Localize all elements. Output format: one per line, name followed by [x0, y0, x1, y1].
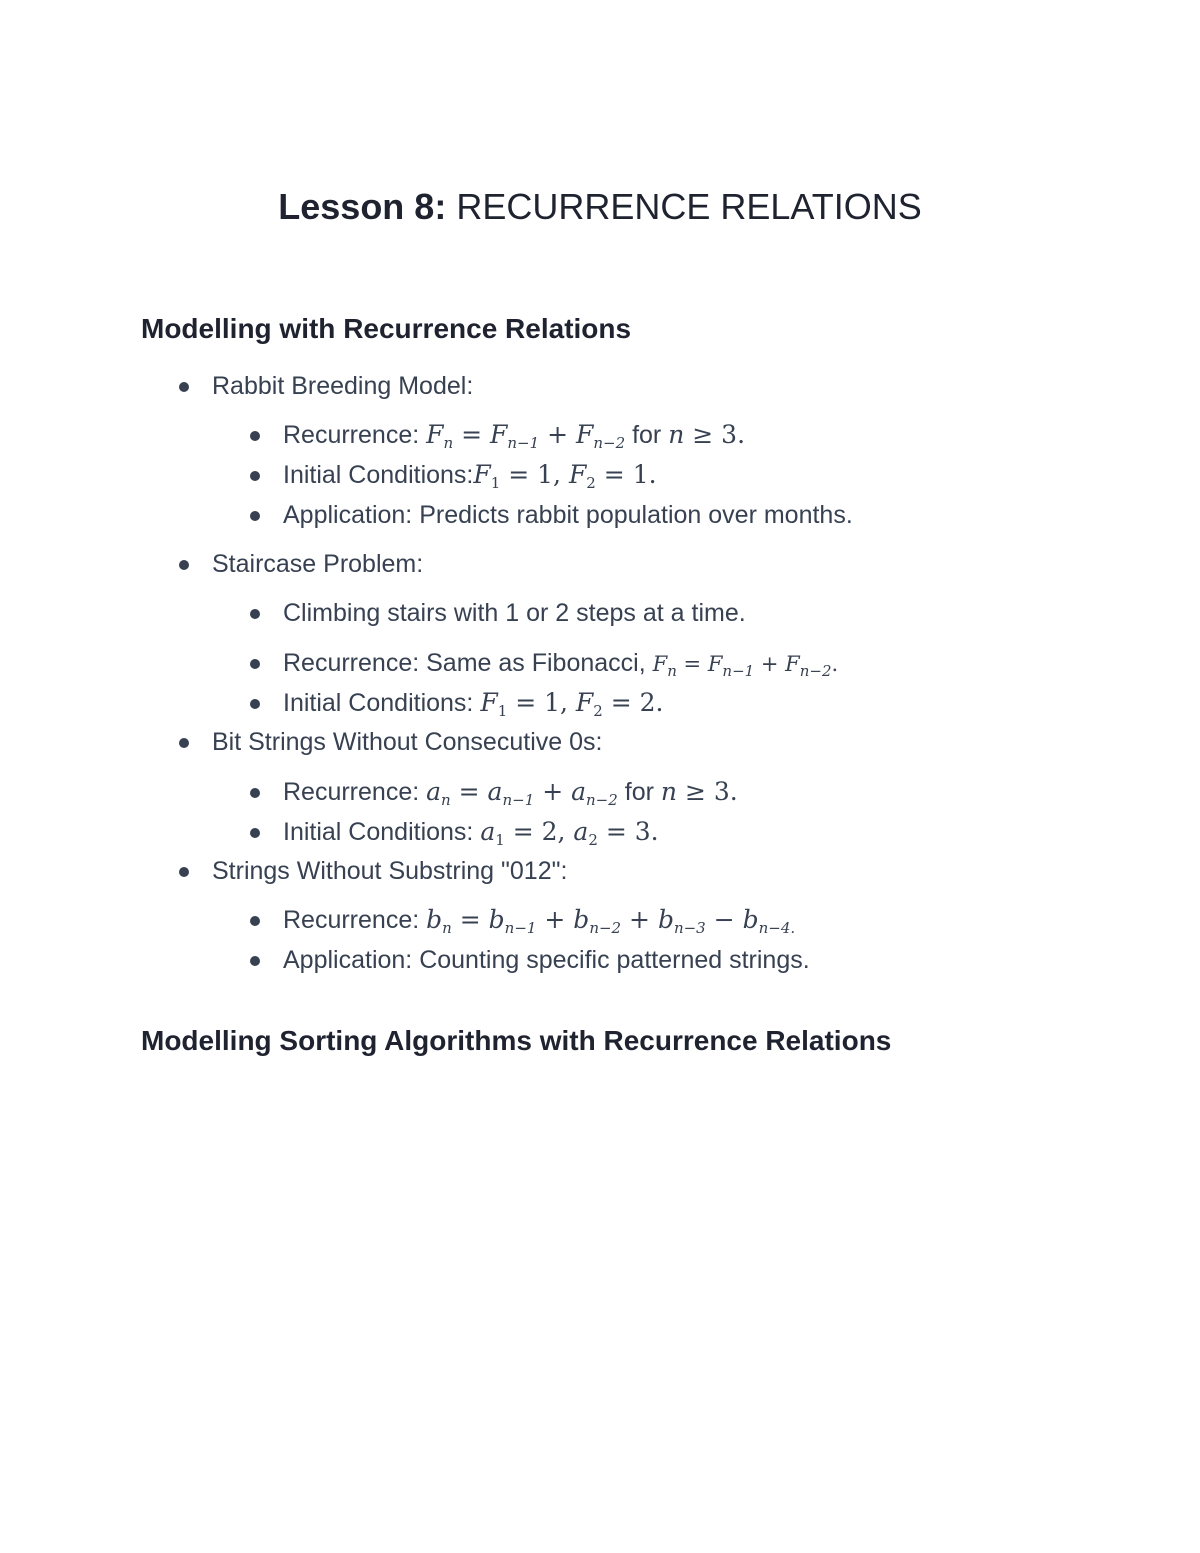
n-condition: n ≥ 3.	[660, 777, 738, 806]
bullet-icon	[250, 609, 260, 619]
staircase-initial-formula: $F_1 = 1$, $F_2 = 2$.	[480, 688, 664, 720]
bullet-icon	[250, 431, 260, 441]
list-item-substring: Strings Without Substring "012":	[212, 857, 568, 885]
list-item-substring-recurrence	[283, 904, 795, 936]
staircase-recurrence-formula: $F_n = F_{n-1} + F_{n-2}$.	[652, 652, 839, 680]
recurrence-label: Recurrence:	[283, 421, 427, 449]
list-item-staircase-recurrence	[283, 647, 838, 680]
recurrence-label: Recurrence: Same as Fibonacci,	[283, 649, 653, 677]
bullet-icon	[250, 699, 260, 709]
initial-label: Initial Conditions:	[283, 818, 481, 846]
list-item-staircase-initial	[283, 687, 663, 719]
list-item-substring-application: Application: Counting specific patterned strings.	[283, 946, 810, 974]
list-item-rabbit-initial	[283, 459, 657, 491]
bullet-icon	[250, 659, 260, 669]
bullet-icon	[250, 788, 260, 798]
for-word: for	[632, 421, 662, 449]
bullet-icon	[179, 560, 189, 570]
list-item-rabbit-application: Application: Predicts rabbit population over months.	[283, 501, 853, 529]
bullet-icon	[179, 382, 189, 392]
recurrence-label: Recurrence:	[283, 906, 427, 934]
list-item-staircase: Staircase Problem:	[212, 550, 424, 578]
list-item-rabbit-recurrence	[283, 419, 745, 451]
lesson-title	[0, 183, 1200, 231]
initial-label: Initial Conditions:	[283, 689, 481, 717]
for-word: for	[624, 778, 654, 806]
recurrence-label: Recurrence:	[283, 778, 427, 806]
n-condition: n ≥ 3.	[668, 420, 746, 449]
bullet-icon	[250, 828, 260, 838]
bullet-icon	[250, 956, 260, 966]
list-item-staircase-climbing: Climbing stairs with 1 or 2 steps at a time.	[283, 599, 746, 627]
bullet-icon	[179, 738, 189, 748]
list-item-rabbit: Rabbit Breeding Model:	[212, 372, 474, 400]
section-heading-sorting: Modelling Sorting Algorithms with Recurrence Relations	[141, 1025, 892, 1056]
lesson-topic: RECURRENCE RELATIONS	[456, 186, 922, 227]
bitstrings-recurrence-formula: $a_n = a_{n-1} + a_{n-2}$	[426, 777, 618, 809]
bullet-icon	[250, 916, 260, 926]
list-item-bitstrings-recurrence	[283, 776, 738, 808]
substring-recurrence-formula: $b_n = b_{n-1} + b_{n-2} + b_{n-3} - b_{n-4.}$	[426, 905, 796, 937]
bullet-icon	[250, 471, 260, 481]
bitstrings-initial-formula: $a_1 = 2$, $a_2 = 3$.	[480, 817, 659, 849]
section-heading-modelling: Modelling with Recurrence Relations	[141, 313, 632, 344]
lesson-number: Lesson 8:	[278, 186, 447, 227]
list-item-bitstrings: Bit Strings Without Consecutive 0s:	[212, 728, 603, 756]
bullet-icon	[179, 867, 189, 877]
initial-label: Initial Conditions:	[283, 461, 474, 489]
bullet-icon	[250, 511, 260, 521]
list-item-bitstrings-initial	[283, 816, 659, 848]
rabbit-recurrence-formula: $F_n = F_{n-1} + F_{n-2}$	[426, 420, 626, 452]
rabbit-initial-formula: $F_1 = 1$, $F_2 = 1$.	[473, 460, 657, 492]
